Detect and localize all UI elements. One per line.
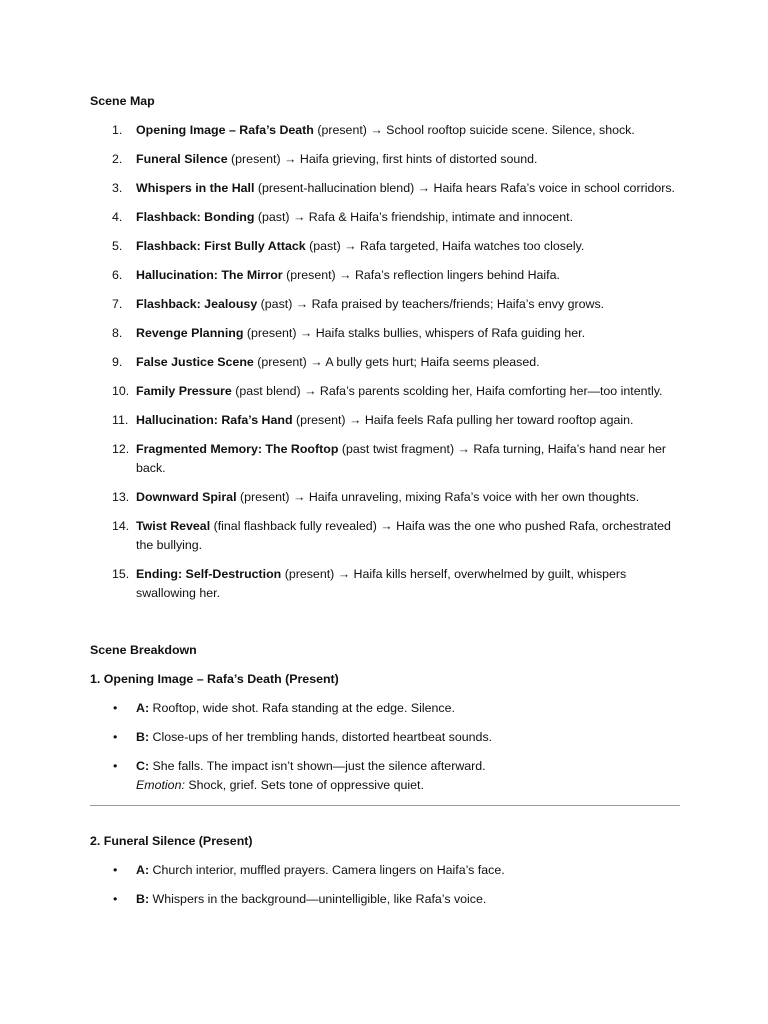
list-item <box>90 295 680 314</box>
item-title: Fragmented Memory: The Rooftop <box>136 442 339 456</box>
item-title: Hallucination: The Mirror <box>136 268 283 282</box>
item-title: Hallucination: Rafa’s Hand <box>136 413 293 427</box>
item-title: Funeral Silence <box>136 152 228 166</box>
item-number: 12. <box>112 442 130 456</box>
item-title: Ending: Self-Destruction <box>136 567 282 581</box>
document-page <box>90 92 680 919</box>
list-item <box>90 324 680 343</box>
scene-map-heading: Scene Map <box>90 94 155 108</box>
list-item <box>90 699 680 718</box>
bullet-icon: • <box>113 863 118 877</box>
item-text: (present-hallucination blend) → Haifa hears Rafa’s voice in school corridors. <box>254 181 675 195</box>
list-item <box>90 353 680 372</box>
list-item <box>90 517 680 555</box>
item-title: Downward Spiral <box>136 490 237 504</box>
bullet-icon: • <box>113 759 118 773</box>
item-text: (final flashback fully revealed) → Haifa was the one who pushed Rafa, orchestrated the bullying. <box>136 519 671 552</box>
list-item <box>90 757 680 795</box>
item-text: (present) → Haifa grieving, first hints of distorted sound. <box>227 152 538 166</box>
item-title: Family Pressure <box>136 384 232 398</box>
item-number: 4. <box>112 210 123 224</box>
item-title: Revenge Planning <box>136 326 244 340</box>
beat-list <box>90 699 680 795</box>
item-text: (present) → Haifa stalks bullies, whispers of Rafa guiding her. <box>243 326 586 340</box>
list-item <box>90 565 680 603</box>
item-text: (past) → Rafa & Haifa’s friendship, intimate and innocent. <box>254 210 574 224</box>
list-item <box>90 179 680 198</box>
item-title: Whispers in the Hall <box>136 181 255 195</box>
item-number: 7. <box>112 297 123 311</box>
item-text: (present) → Haifa kills herself, overwhelmed by guilt, whispers swallowing her. <box>136 567 627 600</box>
beat-label: C: <box>136 759 150 773</box>
item-text: (present) → Haifa feels Rafa pulling her toward rooftop again. <box>292 413 634 427</box>
item-text: (present) → Haifa unraveling, mixing Rafa’s voice with her own thoughts. <box>236 490 640 504</box>
beat-label: B: <box>136 892 150 906</box>
list-item <box>90 208 680 227</box>
beat-list <box>90 861 680 909</box>
section-divider <box>90 805 680 806</box>
item-number: 10. <box>112 384 130 398</box>
emotion-label: Emotion: <box>136 778 185 792</box>
item-title: Flashback: Bonding <box>136 210 255 224</box>
item-number: 1. <box>112 123 123 137</box>
beat-label: A: <box>136 863 150 877</box>
beat-label: A: <box>136 701 150 715</box>
item-text: (past) → Rafa targeted, Haifa watches too closely. <box>305 239 585 253</box>
item-title: Flashback: Jealousy <box>136 297 258 311</box>
item-text: (present) → School rooftop suicide scene. Silence, shock. <box>313 123 635 137</box>
item-number: 11. <box>112 413 129 427</box>
list-item <box>90 382 680 401</box>
item-number: 8. <box>112 326 123 340</box>
item-number: 3. <box>112 181 123 195</box>
list-item <box>90 728 680 747</box>
beat-text: Whispers in the background—unintelligible, like Rafa’s voice. <box>149 892 487 906</box>
list-item <box>90 237 680 256</box>
beat-text: Close-ups of her trembling hands, distorted heartbeat sounds. <box>149 730 493 744</box>
bullet-icon: • <box>113 701 118 715</box>
item-text: (past twist fragment) → Rafa turning, Haifa’s hand near her back. <box>136 442 666 475</box>
item-title: Twist Reveal <box>136 519 211 533</box>
item-text: (present) → Rafa’s reflection lingers behind Haifa. <box>282 268 560 282</box>
item-number: 9. <box>112 355 123 369</box>
item-number: 6. <box>112 268 123 282</box>
bullet-icon: • <box>113 730 118 744</box>
item-number: 14. <box>112 519 130 533</box>
item-number: 15. <box>112 567 130 581</box>
list-item <box>90 890 680 909</box>
list-item <box>90 861 680 880</box>
bullet-icon: • <box>113 892 118 906</box>
list-item <box>90 121 680 140</box>
item-title: Opening Image – Rafa’s Death <box>136 123 314 137</box>
section-title: 1. Opening Image – Rafa’s Death (Present) <box>90 672 339 686</box>
beat-text: Church interior, muffled prayers. Camera lingers on Haifa’s face. <box>149 863 505 877</box>
item-number: 5. <box>112 239 123 253</box>
emotion-text: Shock, grief. Sets tone of oppressive quiet. <box>184 778 424 792</box>
item-number: 13. <box>112 490 130 504</box>
item-title: False Justice Scene <box>136 355 254 369</box>
list-item <box>90 411 680 430</box>
scene-map-list <box>90 121 680 603</box>
list-item <box>90 150 680 169</box>
list-item <box>90 488 680 507</box>
item-text: (past) → Rafa praised by teachers/friends; Haifa’s envy grows. <box>257 297 605 311</box>
scene-breakdown-heading: Scene Breakdown <box>90 643 197 657</box>
item-number: 2. <box>112 152 123 166</box>
beat-text: She falls. The impact isn’t shown—just the silence afterward. <box>149 759 486 773</box>
beat-label: B: <box>136 730 150 744</box>
list-item <box>90 440 680 478</box>
item-text: (present) → A bully gets hurt; Haifa seems pleased. <box>253 355 540 369</box>
list-item <box>90 266 680 285</box>
item-text: (past blend) → Rafa’s parents scolding her, Haifa comforting her—too intently. <box>231 384 663 398</box>
beat-text: Rooftop, wide shot. Rafa standing at the edge. Silence. <box>149 701 455 715</box>
item-title: Flashback: First Bully Attack <box>136 239 306 253</box>
section-title: 2. Funeral Silence (Present) <box>90 834 253 848</box>
